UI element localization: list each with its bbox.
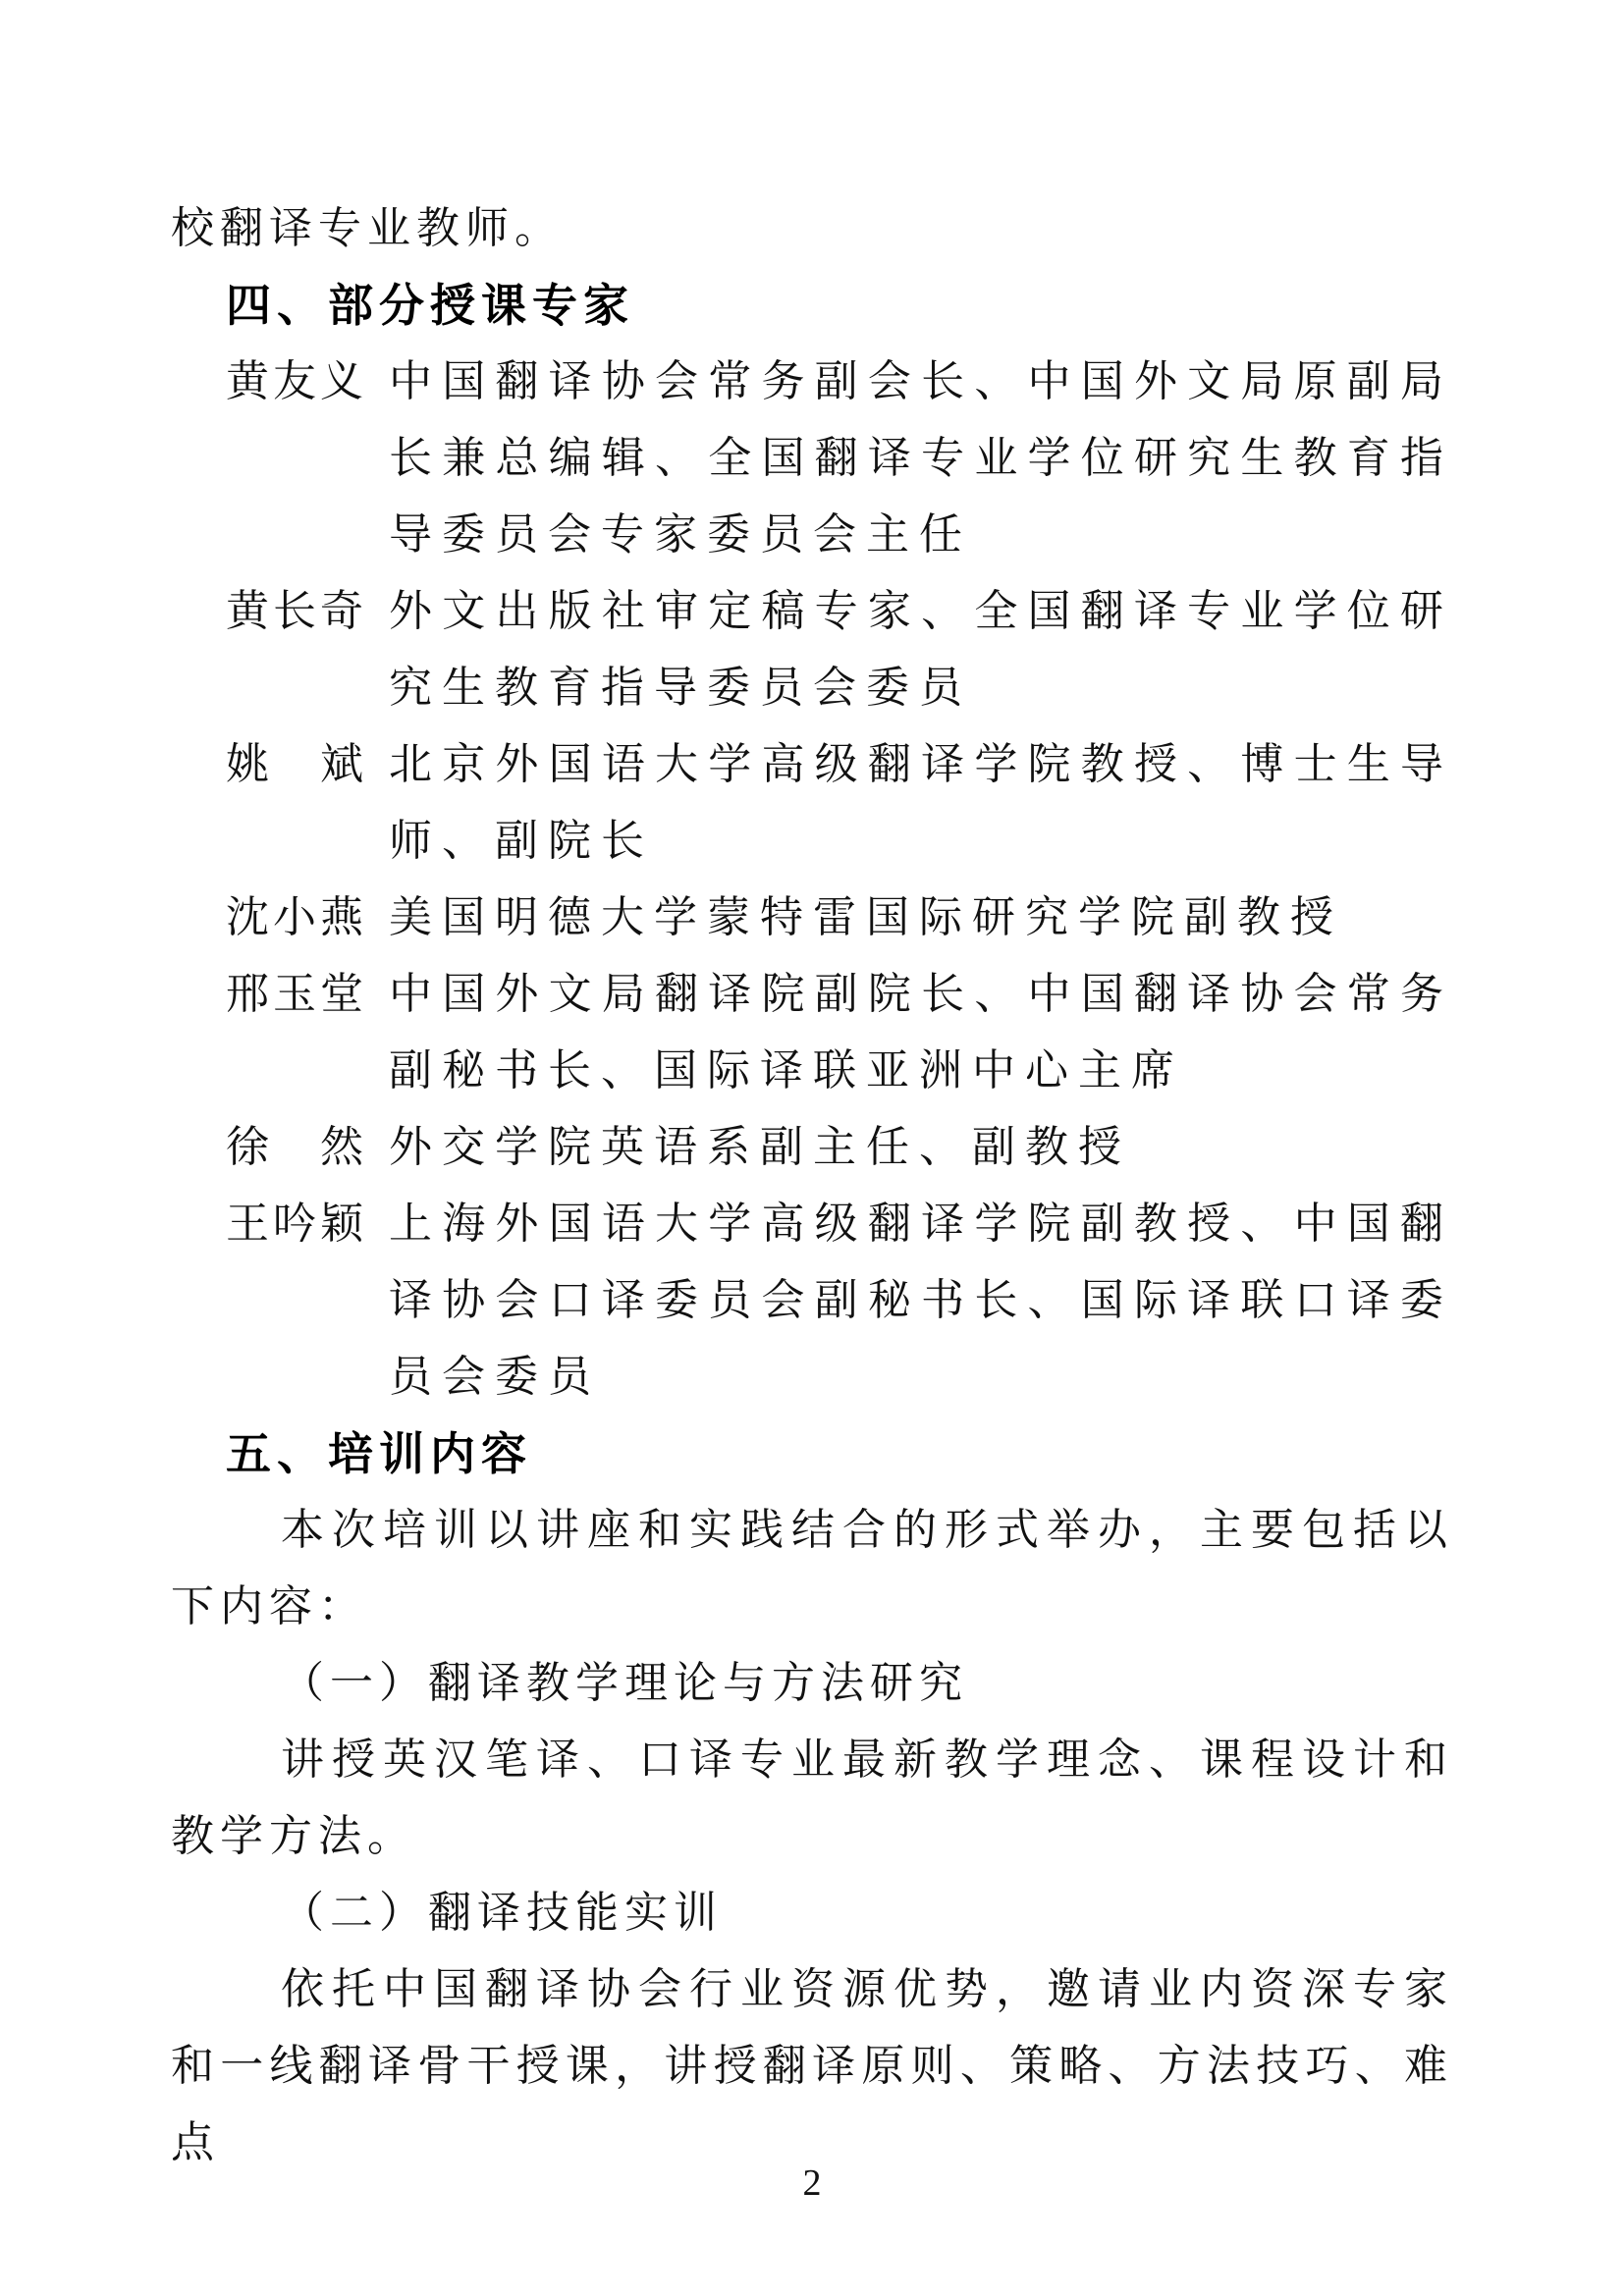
paragraph: （二）翻译技能实训 <box>281 1889 723 1937</box>
section5-heading: 五、培训内容 <box>226 1428 532 1479</box>
expert-title: 外交学院英语系副主任、副教授 <box>389 1123 1131 1171</box>
expert-name: 黄友义 <box>226 357 367 405</box>
expert-title: 上海外国语大学高级翻译学院副教授、中国翻译协会口译委员会副秘书长、国际译联口译委员会委员 <box>389 1200 1453 1401</box>
expert-entry <box>171 344 1453 573</box>
expert-name: 王吟颖 <box>226 1200 367 1248</box>
expert-entry <box>171 1109 1453 1186</box>
paragraph: 本次培训以讲座和实践结合的形式举办，主要包括以下内容： <box>171 1506 1453 1630</box>
document-content <box>171 190 1453 2181</box>
paragraph: （一）翻译教学理论与方法研究 <box>281 1659 968 1707</box>
expert-name: 徐 然 <box>226 1123 367 1171</box>
expert-entry <box>171 726 1453 880</box>
expert-entry <box>171 956 1453 1109</box>
section4-heading: 四、部分授课专家 <box>226 280 634 331</box>
expert-title: 美国明德大学蒙特雷国际研究学院副教授 <box>389 893 1343 941</box>
expert-entry <box>171 573 1453 726</box>
page-number: 2 <box>802 2163 822 2204</box>
expert-entry <box>171 880 1453 956</box>
expert-title: 北京外国语大学高级翻译学院教授、博士生导师、副院长 <box>389 740 1453 865</box>
expert-title: 外文出版社审定稿专家、全国翻译专业学位研究生教育指导委员会委员 <box>389 587 1453 712</box>
expert-name: 邢玉堂 <box>226 970 367 1018</box>
expert-title: 中国翻译协会常务副会长、中国外文局原副局长兼总编辑、全国翻译专业学位研究生教育指导委员会专家委员会主任 <box>389 357 1453 559</box>
leading-paragraph: 校翻译专业教师。 <box>171 204 564 252</box>
paragraph: 依托中国翻译协会行业资源优势，邀请业内资深专家和一线翻译骨干授课，讲授翻译原则、策略、方法技巧、难点 <box>171 1965 1453 2166</box>
expert-title: 中国外文局翻译院副院长、中国翻译协会常务副秘书长、国际译联亚洲中心主席 <box>389 970 1453 1095</box>
expert-name: 姚 斌 <box>226 740 367 788</box>
expert-name: 沈小燕 <box>226 893 367 941</box>
paragraph: 讲授英汉笔译、口译专业最新教学理念、课程设计和教学方法。 <box>171 1735 1453 1860</box>
expert-name: 黄长奇 <box>226 587 367 635</box>
expert-entry <box>171 1186 1453 1415</box>
